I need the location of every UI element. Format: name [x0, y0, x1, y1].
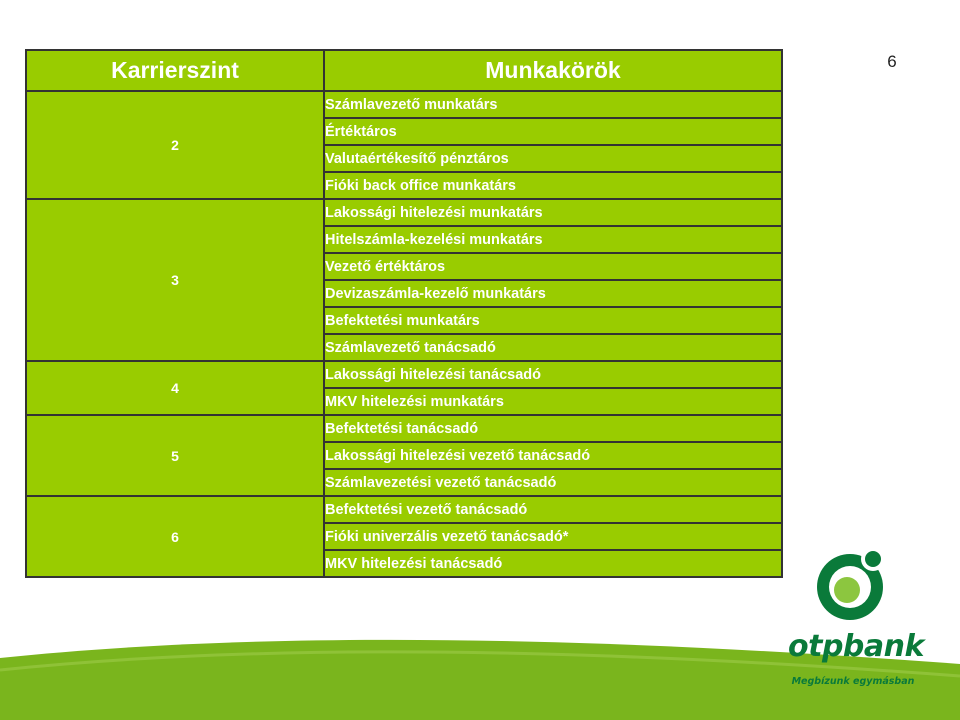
- logo-tagline: Megbízunk egymásban: [791, 676, 915, 687]
- logo-wordmark: otpbank: [788, 629, 924, 664]
- table-row: [26, 415, 782, 442]
- table-row: [26, 199, 782, 226]
- otpbank-logo: [788, 545, 924, 695]
- job-role-cell: Lakossági hitelezési tanácsadó: [324, 361, 782, 388]
- job-role-cell: Számlavezető munkatárs: [324, 91, 782, 118]
- table-row: [26, 496, 782, 523]
- job-role-cell: Befektetési munkatárs: [324, 307, 782, 334]
- header-career-level: Karrierszint: [26, 50, 324, 91]
- career-level-cell: 6: [26, 496, 324, 577]
- career-level-cell: 3: [26, 199, 324, 361]
- job-role-cell: Befektetési vezető tanácsadó: [324, 496, 782, 523]
- job-role-cell: Lakossági hitelezési vezető tanácsadó: [324, 442, 782, 469]
- job-role-cell: Fióki univerzális vezető tanácsadó*: [324, 523, 782, 550]
- job-role-cell: Befektetési tanácsadó: [324, 415, 782, 442]
- table-row: [26, 361, 782, 388]
- job-role-cell: Fióki back office munkatárs: [324, 172, 782, 199]
- job-role-cell: Számlavezetési vezető tanácsadó: [324, 469, 782, 496]
- header-job-roles: Munkakörök: [324, 50, 782, 91]
- job-role-cell: Számlavezető tanácsadó: [324, 334, 782, 361]
- page-number: 6: [887, 52, 897, 71]
- job-role-cell: Vezető értéktáros: [324, 253, 782, 280]
- career-level-cell: 4: [26, 361, 324, 415]
- otp-circle-logo-icon: [810, 545, 890, 625]
- job-role-cell: Devizaszámla-kezelő munkatárs: [324, 280, 782, 307]
- job-role-cell: Lakossági hitelezési munkatárs: [324, 199, 782, 226]
- job-role-cell: Valutaértékesítő pénztáros: [324, 145, 782, 172]
- job-role-cell: MKV hitelezési tanácsadó: [324, 550, 782, 577]
- job-role-cell: Hitelszámla-kezelési munkatárs: [324, 226, 782, 253]
- job-role-cell: Értéktáros: [324, 118, 782, 145]
- career-level-cell: 5: [26, 415, 324, 496]
- table-header-row: [26, 50, 782, 91]
- career-table: [25, 49, 783, 578]
- job-role-cell: MKV hitelezési munkatárs: [324, 388, 782, 415]
- career-level-cell: 2: [26, 91, 324, 199]
- table-row: [26, 91, 782, 118]
